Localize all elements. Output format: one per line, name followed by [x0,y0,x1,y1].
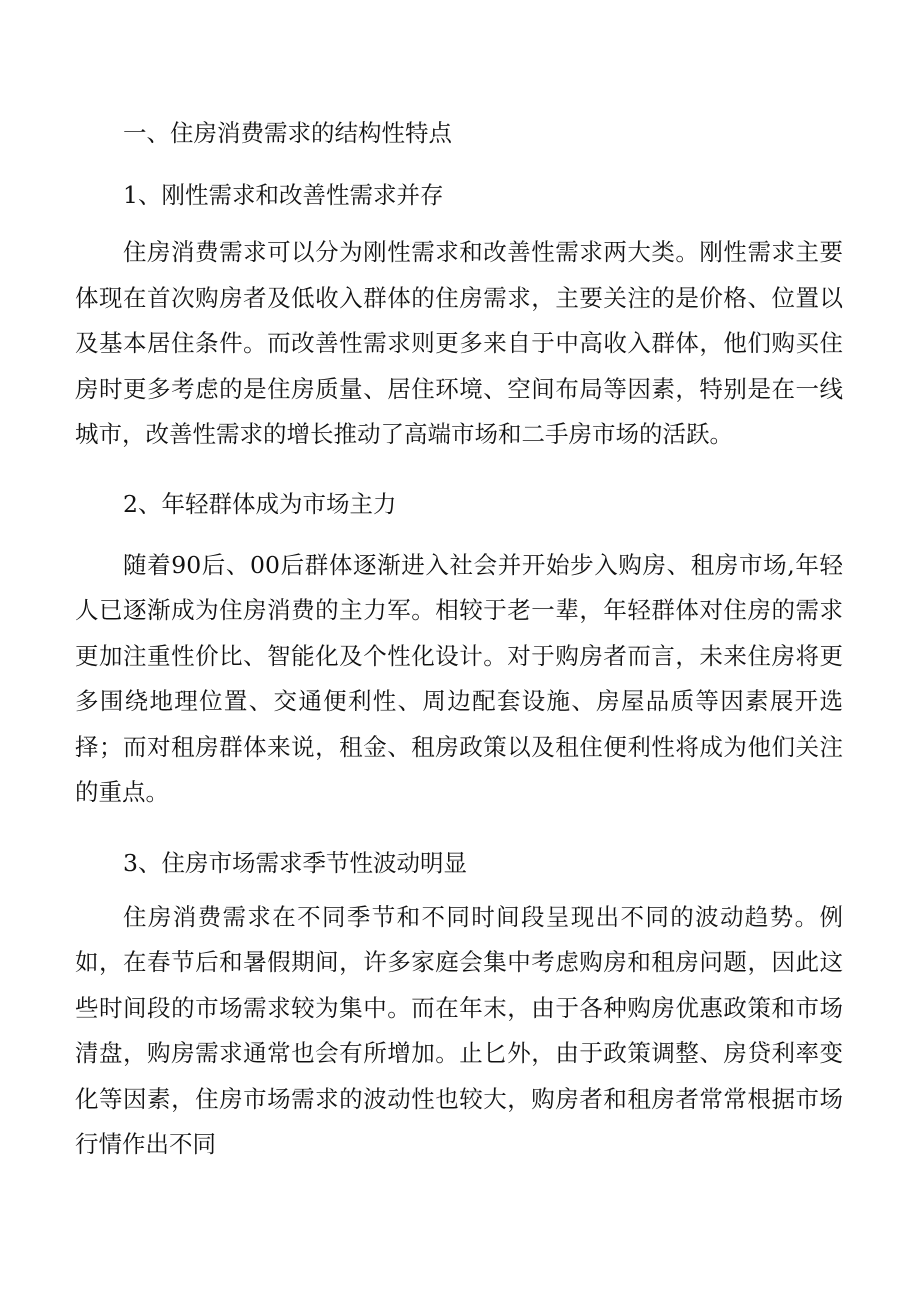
subheading-1: 1、刚性需求和改善性需求并存 [123,181,444,209]
paragraph-3: 住房消费需求在不同季节和不同时间段呈现出不同的波动趋势。例如，在春节后和暑假期间，许多家庭会集中考虑购房和租房问题，因此这些时间段的市场需求较为集中。而在年末，由于各种购房优惠政策和市场清盘，购房需求通常也会有所增加。止匕外，由于政策调整、房贷利率变化等因素，住房市场需求的波动性也较大，购房者和租房者常常根据市场行情作出不同 [75,902,843,1158]
paragraph-1: 住房消费需求可以分为刚性需求和改善性需求两大类。刚性需求主要体现在首次购房者及低收入群体的住房需求，主要关注的是价格、位置以及基本居住条件。而改善性需求则更多来自于中高收入群体，他们购买住房时更多考虑的是住房质量、居住环境、空间布局等因素，特别是在一线城市，改善性需求的增长推动了高端市场和二手房市场的活跃。 [75,238,843,448]
section-title: 一、住房消费需求的结构性特点 [123,119,452,147]
subheading-2: 2、年轻群体成为市场主力 [123,489,397,518]
subheading-3: 3、住房市场需求季节性波动明显 [123,848,467,877]
paragraph-2: 随着90后、00后群体逐渐进入社会并开始步入购房、租房市场,年轻人已逐渐成为住房消费的主力军。相较于老一辈，年轻群体对住房的需求更加注重性价比、智能化及个性化设计。对于购房者而言，未来住房将更多围绕地理位置、交通便利性、周边配套设施、房屋品质等因素展开选择；而对租房群体来说，租金、租房政策以及租住便利性将成为他们关注的重点。 [75,550,843,806]
document-body [75,108,843,1189]
